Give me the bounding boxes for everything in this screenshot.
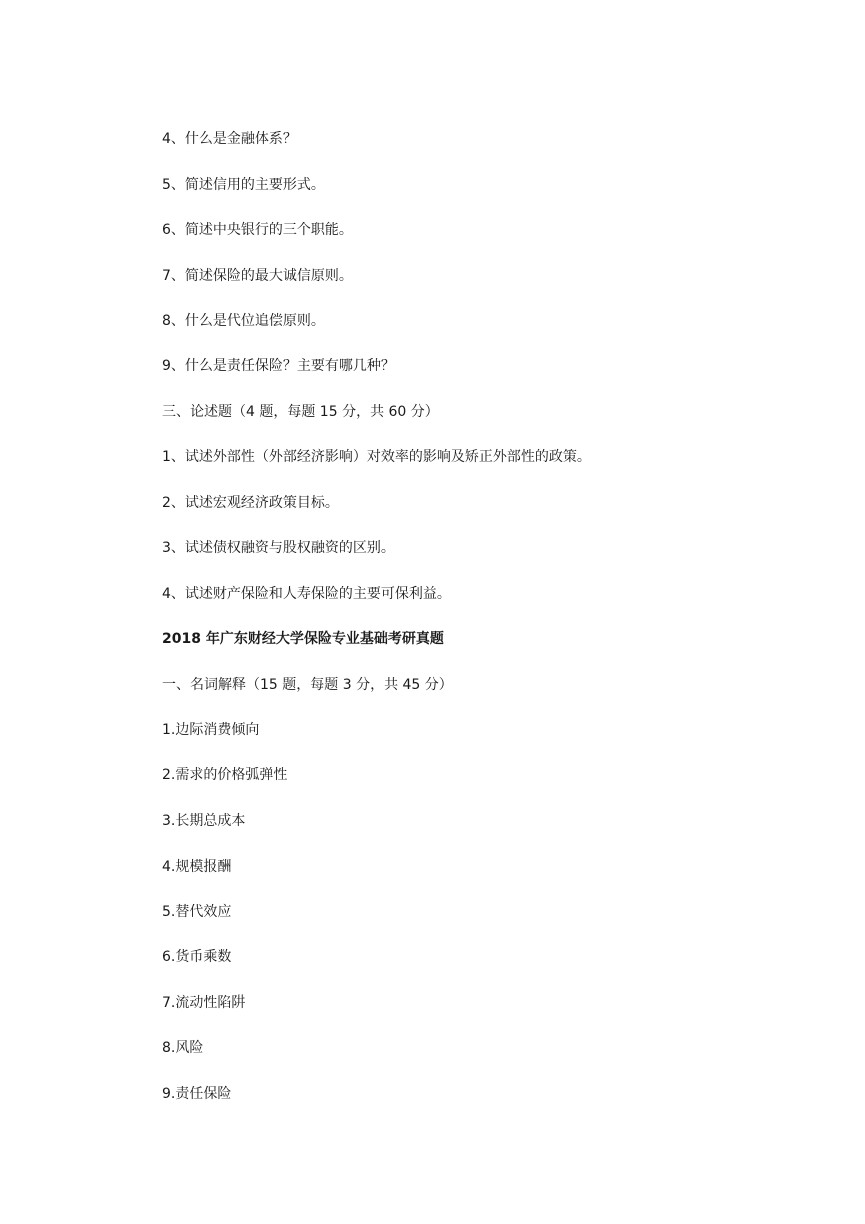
section-heading: 一、名词解释（15 题，每题 3 分，共 45 分）	[162, 677, 453, 693]
question-line: 6、简述中央银行的三个职能。	[162, 222, 353, 238]
term-item: 4.规模报酬	[162, 859, 232, 875]
term-item: 3.长期总成本	[162, 813, 246, 829]
term-item: 8.风险	[162, 1040, 204, 1056]
question-line: 4、什么是金融体系？	[162, 131, 297, 147]
question-line: 3、试述债权融资与股权融资的区别。	[162, 540, 395, 556]
term-item: 2.需求的价格弧弹性	[162, 767, 288, 783]
term-item: 5.替代效应	[162, 904, 232, 920]
term-item: 9.责任保险	[162, 1086, 232, 1102]
document-title: 2018 年广东财经大学保险专业基础考研真题	[162, 631, 444, 647]
question-line: 2、试述宏观经济政策目标。	[162, 495, 339, 511]
question-line: 1、试述外部性（外部经济影响）对效率的影响及矫正外部性的政策。	[162, 449, 591, 465]
term-item: 6.货币乘数	[162, 949, 232, 965]
term-item: 7.流动性陷阱	[162, 995, 246, 1011]
question-line: 8、什么是代位追偿原则。	[162, 313, 325, 329]
question-line: 5、简述信用的主要形式。	[162, 177, 325, 193]
question-line: 4、试述财产保险和人寿保险的主要可保利益。	[162, 586, 451, 602]
question-line: 9、什么是责任保险？主要有哪几种？	[162, 358, 395, 374]
term-item: 1.边际消费倾向	[162, 722, 260, 738]
section-heading: 三、论述题（4 题，每题 15 分，共 60 分）	[162, 404, 439, 420]
question-line: 7、简述保险的最大诚信原则。	[162, 268, 353, 284]
